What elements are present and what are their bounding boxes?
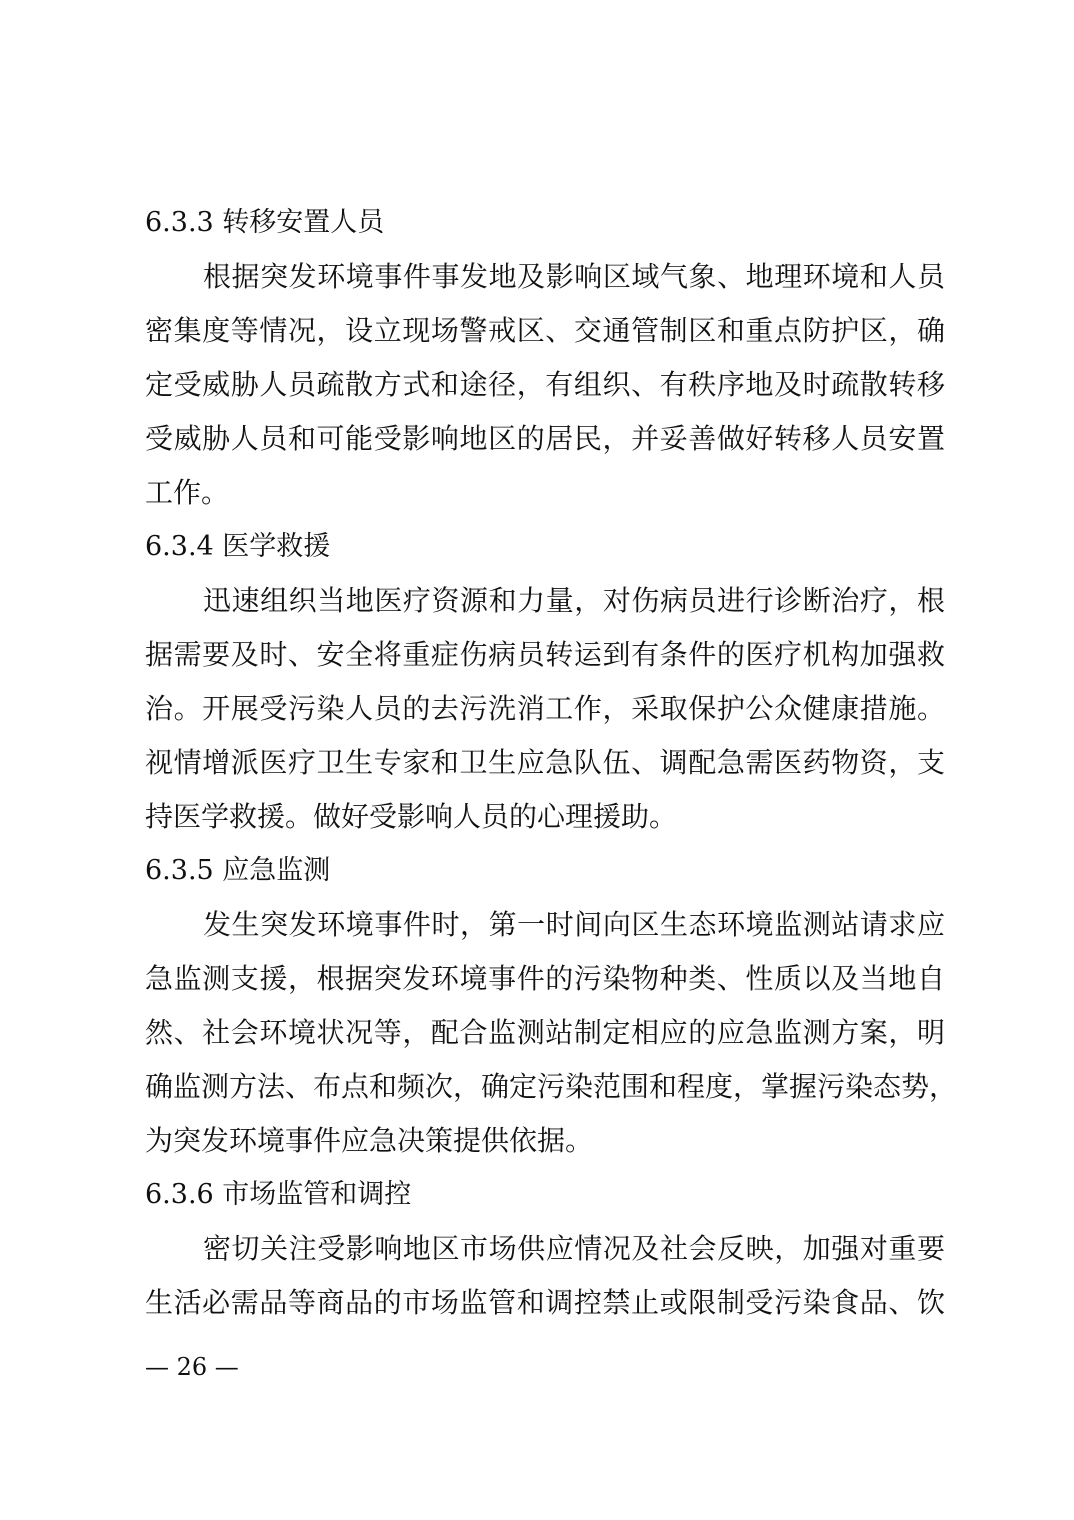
paragraph-line: 生活必需品等商品的市场监管和调控禁止或限制受污染食品、饮: [145, 1286, 945, 1319]
paragraph-line: 治。开展受污染人员的去污洗消工作，采取保护公众健康措施。: [145, 692, 945, 725]
paragraph-line: 密切关注受影响地区市场供应情况及社会反映，加强对重要: [203, 1232, 945, 1265]
paragraph-line: 密集度等情况，设立现场警戒区、交通管制区和重点防护区，确: [145, 314, 945, 347]
paragraph-line: 急监测支援，根据突发环境事件的污染物种类、性质以及当地自: [145, 962, 945, 995]
paragraph-line: 受威胁人员和可能受影响地区的居民，并妥善做好转移人员安置: [145, 422, 945, 455]
paragraph-line: 确监测方法、布点和频次，确定污染范围和程度，掌握污染态势，: [145, 1070, 958, 1103]
section-heading-6-3-4: 6.3.4 医学救援: [145, 531, 331, 562]
paragraph-line: 迅速组织当地医疗资源和力量，对伤病员进行诊断治疗，根: [203, 584, 945, 617]
paragraph-line: 发生突发环境事件时，第一时间向区生态环境监测站请求应: [203, 908, 945, 941]
document-body: [145, 196, 958, 1330]
paragraph-line: 视情增派医疗卫生专家和卫生应急队伍、调配急需医药物资，支: [145, 746, 945, 779]
paragraph-line: 为突发环境事件应急决策提供依据。: [145, 1124, 594, 1157]
paragraph-line: 定受威胁人员疏散方式和途径，有组织、有秩序地及时疏散转移: [145, 368, 945, 401]
section-heading-6-3-3: 6.3.3 转移安置人员: [145, 207, 385, 238]
section-heading-6-3-5: 6.3.5 应急监测: [145, 855, 331, 886]
section-heading-6-3-6: 6.3.6 市场监管和调控: [145, 1179, 412, 1210]
paragraph-line: 持医学救援。做好受影响人员的心理援助。: [145, 800, 678, 833]
paragraph-line: 工作。: [145, 476, 230, 509]
page-number: — 26 —: [145, 1353, 239, 1381]
paragraph-line: 据需要及时、安全将重症伤病员转运到有条件的医疗机构加强救: [145, 638, 945, 671]
paragraph-line: 根据突发环境事件事发地及影响区域气象、地理环境和人员: [203, 260, 945, 293]
paragraph-line: 然、社会环境状况等，配合监测站制定相应的应急监测方案，明: [145, 1016, 945, 1049]
